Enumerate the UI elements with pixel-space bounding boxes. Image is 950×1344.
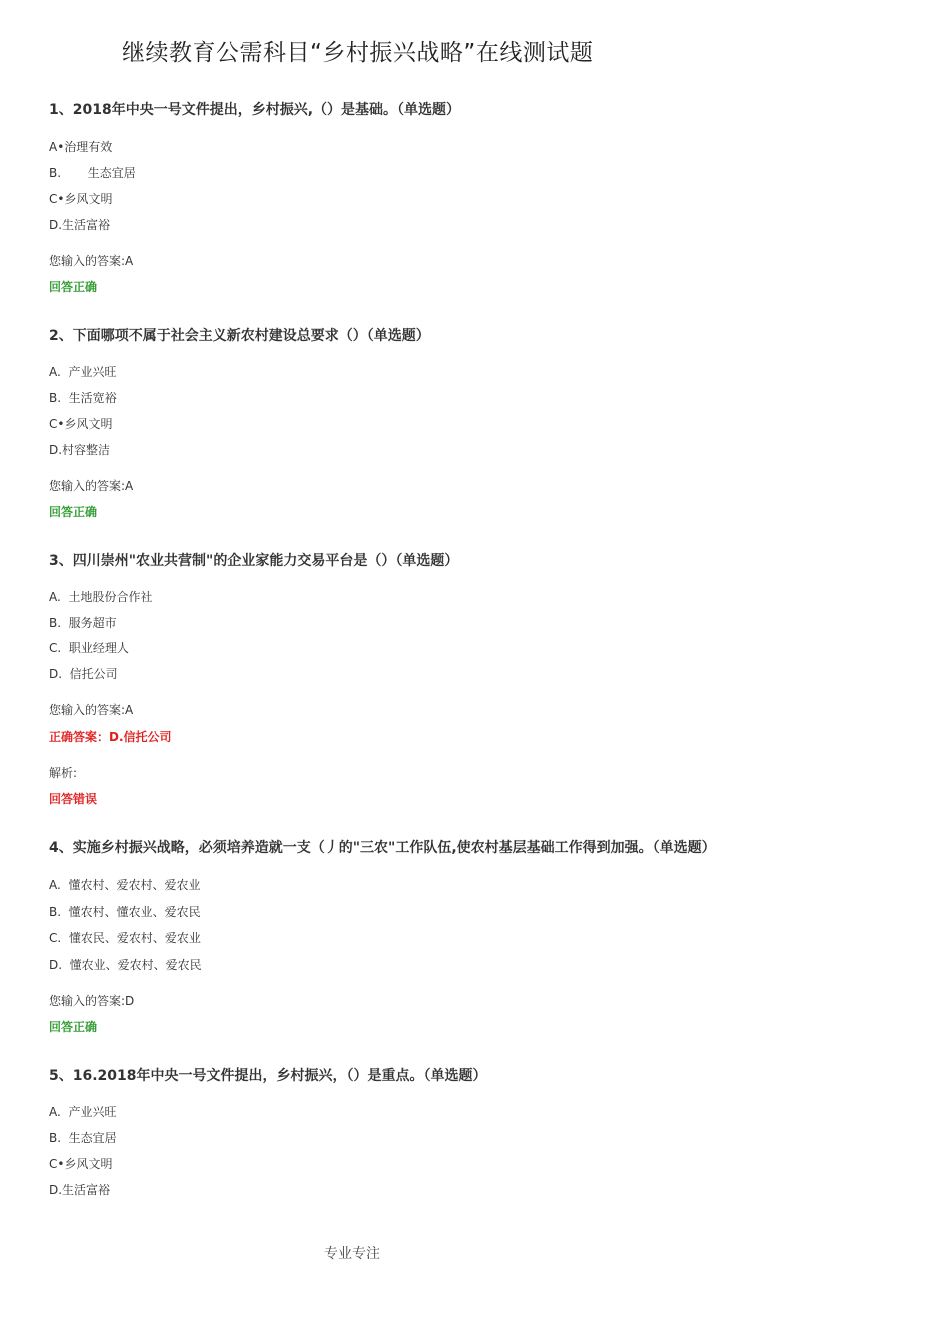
question-2-result: 回答正确 — [49, 505, 98, 519]
question-4-option-b: B. 懂农村、懂农业、爱农民 — [49, 905, 201, 919]
question-5-option-b: B. 生态宜居 — [49, 1131, 117, 1145]
question-5-option-d: D.生活富裕 — [49, 1183, 111, 1197]
question-1-option-a: A•治理有效 — [49, 140, 113, 154]
page-title: 继续教育公需科目“乡村振兴战略”在线测试题 — [122, 40, 594, 66]
question-3-text: 3、四川崇州"农业共营制"的企业家能力交易平台是（）（单选题） — [49, 553, 459, 569]
question-4-text: 4、实施乡村振兴战略，必须培养造就一支（丿的"三农"工作队伍,使农村基层基础工作得到加强。（单选题） — [49, 840, 716, 856]
question-3-option-c: C. 职业经理人 — [49, 641, 129, 655]
question-3-option-d: D. 信托公司 — [49, 667, 118, 681]
question-3-analysis: 解析: — [49, 766, 78, 780]
question-4-your-answer: 您输入的答案:D — [49, 994, 135, 1008]
question-3-option-b: B. 服务超市 — [49, 616, 117, 630]
question-2-text: 2、下面哪项不属于社会主义新农村建设总要求（）（单选题） — [49, 328, 430, 344]
question-3-correct-answer: 正确答案：D.信托公司 — [49, 730, 172, 744]
question-1-option-d: D.生活富裕 — [49, 218, 111, 232]
question-3-your-answer: 您输入的答案:A — [49, 703, 134, 717]
question-1-option-c: C•乡风文明 — [49, 192, 113, 206]
question-2-option-d: D.村容整洁 — [49, 443, 111, 457]
question-4-option-a: A. 懂农村、爱农村、爱农业 — [49, 878, 201, 892]
question-1-text: 1、2018年中央一号文件提出，乡村振兴,（）是基础。（单选题） — [49, 102, 461, 118]
question-1-result: 回答正确 — [49, 280, 98, 294]
question-5-text: 5、16.2018年中央一号文件提出，乡村振兴，（）是重点。（单选题） — [49, 1068, 487, 1084]
question-4-option-d: D. 懂农业、爱农村、爱农民 — [49, 958, 202, 972]
question-5-option-a: A. 产业兴旺 — [49, 1105, 117, 1119]
question-3-result: 回答错误 — [49, 792, 98, 806]
question-4-option-c: C. 懂农民、爱农村、爱农业 — [49, 931, 201, 945]
question-2-option-b: B. 生活宽裕 — [49, 391, 117, 405]
question-4-result: 回答正确 — [49, 1020, 98, 1034]
question-1-your-answer: 您输入的答案:A — [49, 254, 134, 268]
question-2-option-a: A. 产业兴旺 — [49, 365, 117, 379]
page-footer: 专业专注 — [324, 1246, 380, 1262]
question-5-option-c: C•乡风文明 — [49, 1157, 113, 1171]
question-2-your-answer: 您输入的答案:A — [49, 479, 134, 493]
question-2-option-c: C•乡风文明 — [49, 417, 113, 431]
question-1-option-b: B. 生态宜居 — [49, 166, 136, 180]
question-3-option-a: A. 土地股份合作社 — [49, 590, 153, 604]
